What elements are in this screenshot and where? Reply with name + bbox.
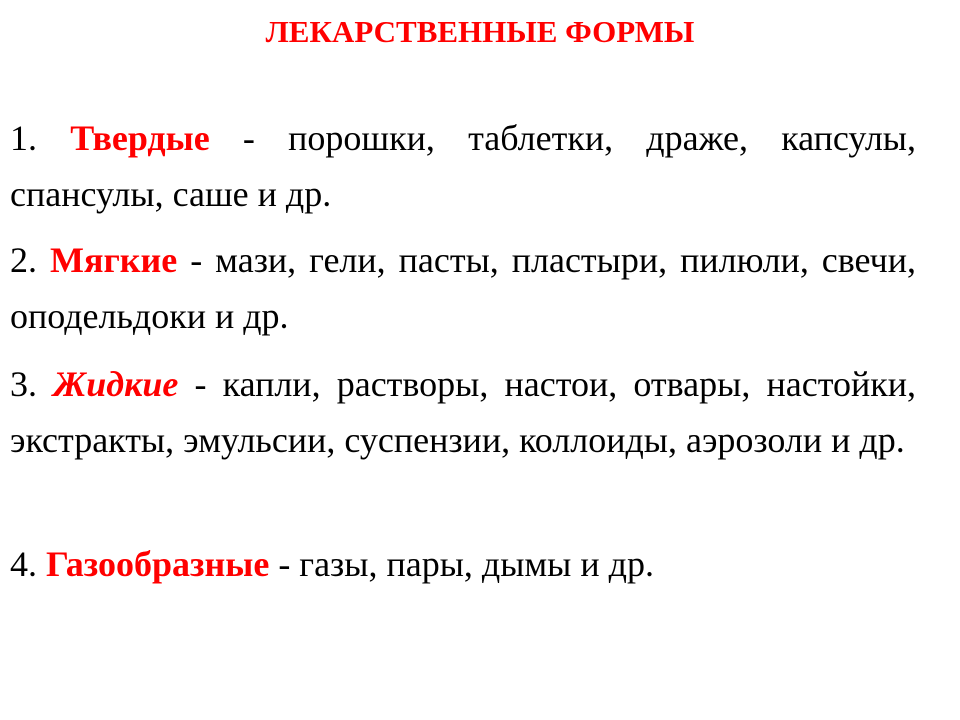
item-description: - мази, гели, пасты, пластыри, пилюли, свечи, оподельдоки и др. bbox=[10, 240, 917, 336]
list-item-liquid bbox=[10, 356, 916, 468]
list-item-solid bbox=[10, 110, 916, 222]
item-number: 3. bbox=[10, 364, 54, 404]
list-item-soft bbox=[10, 232, 916, 344]
item-number: 1. bbox=[10, 118, 71, 158]
item-number: 2. bbox=[10, 240, 50, 280]
item-term: Мягкие bbox=[49, 240, 178, 280]
item-number: 4. bbox=[10, 544, 46, 584]
item-term: Жидкие bbox=[53, 364, 179, 404]
item-description: - порошки, таблетки, драже, капсулы, спансулы, саше и др. bbox=[10, 118, 916, 214]
item-term: Твердые bbox=[70, 118, 210, 158]
item-description: - капли, растворы, настои, отвары, настойки, экстракты, эмульсии, суспензии, коллоиды, аэрозоли и др. bbox=[10, 364, 916, 460]
list-item-gaseous bbox=[10, 536, 916, 592]
item-description: - газы, пары, дымы и др. bbox=[269, 544, 654, 584]
item-term: Газообразные bbox=[46, 544, 270, 584]
slide-title: ЛЕКАРСТВЕННЫЕ ФОРМЫ bbox=[265, 14, 695, 49]
